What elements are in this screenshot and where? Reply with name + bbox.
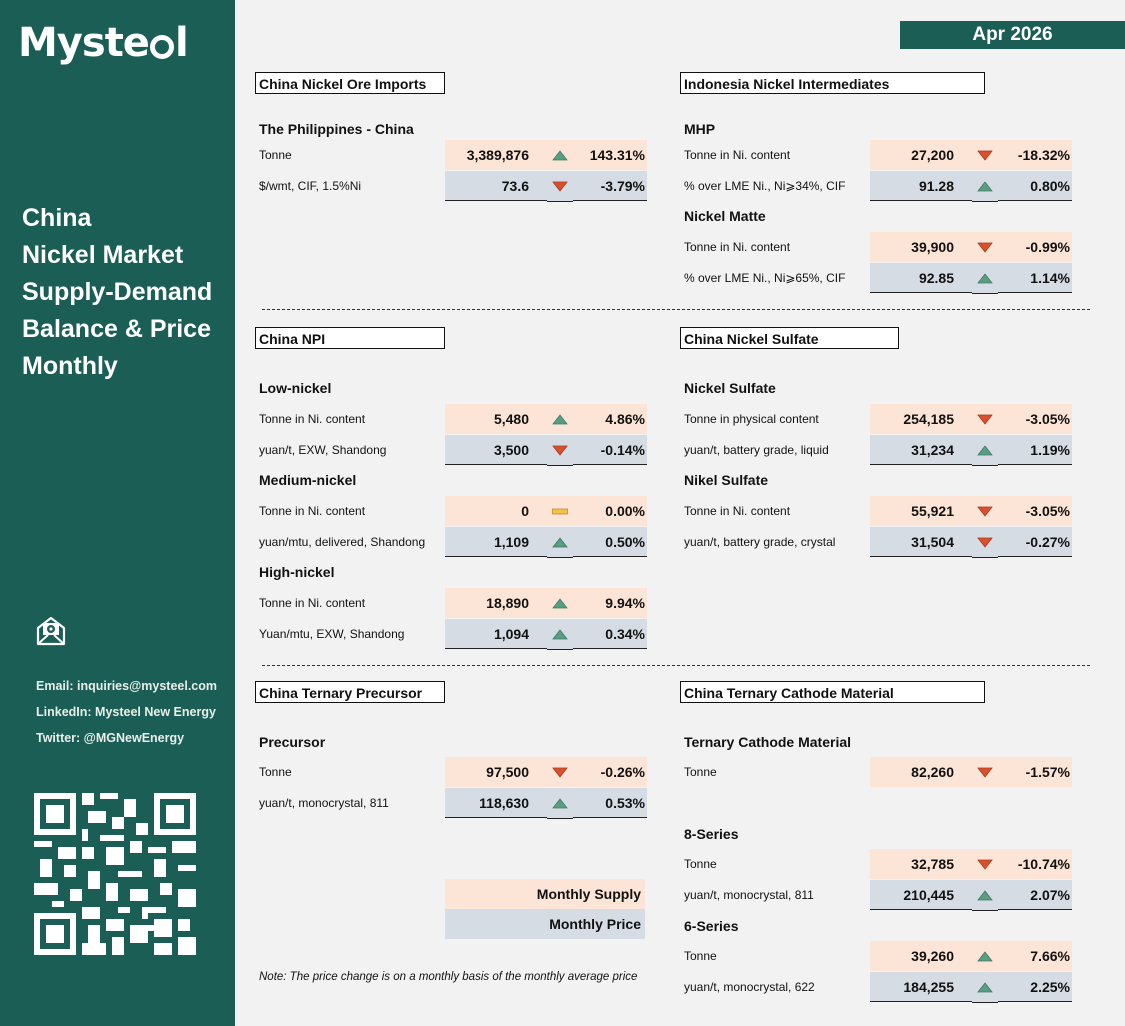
- contact-info: [36, 673, 217, 751]
- row-value: 1,094: [445, 619, 547, 649]
- row-label: Tonne in Ni. content: [684, 240, 791, 254]
- row-value: 3,389,876: [445, 140, 547, 170]
- row-label: yuan/t, EXW, Shandong: [259, 443, 387, 457]
- row-change: -3.05%: [998, 404, 1072, 434]
- email-link[interactable]: Email: inquiries@mysteel.com: [36, 679, 217, 693]
- arrow-up-icon: [972, 263, 998, 294]
- section-title-ore: China Nickel Ore Imports: [255, 72, 445, 94]
- row-label: Tonne in Ni. content: [684, 148, 791, 162]
- section-title-indonesia: Indonesia Nickel Intermediates: [680, 72, 985, 94]
- row-label: yuan/mtu, delivered, Shandong: [259, 535, 426, 549]
- data-row: [684, 140, 1074, 170]
- title-line: Monthly: [22, 352, 118, 380]
- data-row: [259, 171, 649, 201]
- arrow-up-icon: [547, 140, 573, 170]
- data-row: [684, 404, 1074, 434]
- twitter-link[interactable]: Twitter: @MGNewEnergy: [36, 731, 185, 745]
- row-value: 0: [445, 496, 547, 526]
- data-row: [684, 263, 1074, 293]
- arrow-up-icon: [972, 880, 998, 911]
- row-change: -3.79%: [573, 171, 647, 201]
- arrow-down-icon: [972, 496, 998, 526]
- row-value: 91.28: [870, 171, 972, 201]
- arrow-up-icon: [547, 788, 573, 819]
- sidebar: [0, 0, 235, 1026]
- data-row: [684, 880, 1074, 910]
- report-date: Apr 2026: [900, 21, 1125, 49]
- subtitle: Nikel Sulfate: [684, 472, 769, 488]
- arrow-up-icon: [547, 404, 573, 434]
- linkedin-link[interactable]: LinkedIn: Mysteel New Energy: [36, 705, 216, 719]
- arrow-down-icon: [972, 140, 998, 170]
- legend-price: Monthly Price: [445, 909, 645, 939]
- title-line: China: [22, 204, 92, 232]
- row-label: yuan/t, battery grade, crystal: [684, 535, 836, 549]
- row-value: 5,480: [445, 404, 547, 434]
- row-value: 3,500: [445, 435, 547, 465]
- row-value: 184,255: [870, 972, 972, 1002]
- data-row: [684, 941, 1074, 971]
- subtitle: Precursor: [259, 734, 326, 750]
- subtitle: 6-Series: [684, 918, 739, 934]
- row-label: Tonne: [259, 148, 292, 162]
- row-change: 2.07%: [998, 880, 1072, 910]
- row-value: 1,109: [445, 527, 547, 557]
- title-line: Nickel Market: [22, 241, 184, 269]
- subtitle: Nickel Sulfate: [684, 380, 776, 396]
- row-value: 39,900: [870, 232, 972, 262]
- row-change: 4.86%: [573, 404, 647, 434]
- subtitle: Ternary Cathode Material: [684, 734, 852, 750]
- data-row: [684, 171, 1074, 201]
- row-value: 92.85: [870, 263, 972, 293]
- row-change: 143.31%: [573, 140, 647, 170]
- data-row: [684, 972, 1074, 1002]
- subtitle: Medium-nickel: [259, 472, 357, 488]
- arrow-down-icon: [547, 171, 573, 202]
- legend-supply: Monthly Supply: [445, 879, 645, 909]
- row-value: 18,890: [445, 588, 547, 618]
- row-change: -18.32%: [998, 140, 1072, 170]
- title-line: Supply-Demand: [22, 278, 213, 306]
- row-label: Tonne in Ni. content: [259, 596, 366, 610]
- row-value: 39,260: [870, 941, 972, 971]
- subtitle: MHP: [684, 121, 716, 137]
- subtitle: High-nickel: [259, 564, 335, 580]
- arrow-down-icon: [972, 232, 998, 262]
- row-change: 1.19%: [998, 435, 1072, 465]
- separator: [262, 309, 1090, 310]
- row-value: 82,260: [870, 757, 972, 787]
- arrow-up-icon: [547, 588, 573, 618]
- row-change: 0.53%: [573, 788, 647, 818]
- row-label: Tonne in physical content: [684, 412, 819, 426]
- row-change: -0.14%: [573, 435, 647, 465]
- arrow-down-icon: [972, 757, 998, 787]
- row-value: 27,200: [870, 140, 972, 170]
- section-title-sulfate: China Nickel Sulfate: [680, 327, 899, 349]
- row-change: -10.74%: [998, 849, 1072, 879]
- data-row: [259, 619, 649, 649]
- row-change: 2.25%: [998, 972, 1072, 1002]
- row-label: yuan/t, monocrystal, 811: [259, 796, 389, 810]
- row-change: 0.34%: [573, 619, 647, 649]
- report-title: [22, 200, 212, 385]
- arrow-down-icon: [547, 435, 573, 466]
- subtitle: Low-nickel: [259, 380, 332, 396]
- data-row: [259, 588, 649, 618]
- row-label: % over LME Ni., Ni⩾65%, CIF: [684, 271, 846, 285]
- data-row: [259, 435, 649, 465]
- row-label: yuan/t, monocrystal, 622: [684, 980, 815, 994]
- data-row: [684, 232, 1074, 262]
- row-change: 0.00%: [573, 496, 647, 526]
- row-label: % over LME Ni., Ni⩾34%, CIF: [684, 179, 846, 193]
- row-value: 31,234: [870, 435, 972, 465]
- arrow-up-icon: [547, 619, 573, 650]
- row-change: 0.50%: [573, 527, 647, 557]
- arrow-down-icon: [972, 527, 998, 558]
- data-row: [259, 788, 649, 818]
- qr-code: [34, 793, 196, 955]
- arrow-up-icon: [972, 435, 998, 466]
- data-row: [259, 496, 649, 526]
- row-label: Tonne: [684, 857, 717, 871]
- section-title-npi: China NPI: [255, 327, 445, 349]
- row-change: -1.57%: [998, 757, 1072, 787]
- row-value: 118,630: [445, 788, 547, 818]
- row-change: 0.80%: [998, 171, 1072, 201]
- row-value: 73.6: [445, 171, 547, 201]
- subtitle: The Philippines - China: [259, 121, 414, 137]
- row-value: 55,921: [870, 496, 972, 526]
- data-row: [259, 140, 649, 170]
- row-change: -0.26%: [573, 757, 647, 787]
- row-label: Tonne: [684, 765, 717, 779]
- row-label: Tonne in Ni. content: [684, 504, 791, 518]
- row-value: 254,185: [870, 404, 972, 434]
- row-value: 32,785: [870, 849, 972, 879]
- data-row: [684, 435, 1074, 465]
- mail-icon: [35, 615, 67, 647]
- mysteel-logo: Myste l: [18, 20, 188, 66]
- arrow-up-icon: [547, 527, 573, 558]
- row-change: -0.27%: [998, 527, 1072, 557]
- row-change: -3.05%: [998, 496, 1072, 526]
- data-row: [684, 757, 1074, 787]
- arrow-down-icon: [547, 757, 573, 787]
- separator: [262, 665, 1090, 666]
- row-label: Tonne: [259, 765, 292, 779]
- data-row: [684, 496, 1074, 526]
- row-label: Tonne in Ni. content: [259, 504, 366, 518]
- flat-dash-icon: [547, 496, 573, 526]
- arrow-down-icon: [972, 404, 998, 434]
- row-change: 9.94%: [573, 588, 647, 618]
- title-line: Balance & Price: [22, 315, 211, 343]
- footnote: Note: The price change is on a monthly basis of the monthly average price: [259, 971, 638, 983]
- arrow-up-icon: [972, 941, 998, 971]
- row-value: 210,445: [870, 880, 972, 910]
- data-row: [259, 757, 649, 787]
- data-row: [684, 849, 1074, 879]
- arrow-down-icon: [972, 849, 998, 879]
- section-title-precursor: China Ternary Precursor: [255, 681, 445, 703]
- row-label: yuan/t, battery grade, liquid: [684, 443, 829, 457]
- subtitle: 8-Series: [684, 826, 739, 842]
- row-change: 7.66%: [998, 941, 1072, 971]
- row-label: Tonne in Ni. content: [259, 412, 366, 426]
- row-change: -0.99%: [998, 232, 1072, 262]
- row-label: yuan/t, monocrystal, 811: [684, 888, 814, 902]
- row-label: $/wmt, CIF, 1.5%Ni: [259, 179, 362, 193]
- arrow-up-icon: [972, 972, 998, 1003]
- arrow-up-icon: [972, 171, 998, 202]
- row-value: 31,504: [870, 527, 972, 557]
- subtitle: Nickel Matte: [684, 208, 766, 224]
- row-value: 97,500: [445, 757, 547, 787]
- data-row: [684, 527, 1074, 557]
- data-row: [259, 527, 649, 557]
- row-label: Tonne: [684, 949, 717, 963]
- row-label: Yuan/mtu, EXW, Shandong: [259, 627, 405, 641]
- section-title-cathode: China Ternary Cathode Material: [680, 681, 985, 703]
- data-row: [259, 404, 649, 434]
- row-change: 1.14%: [998, 263, 1072, 293]
